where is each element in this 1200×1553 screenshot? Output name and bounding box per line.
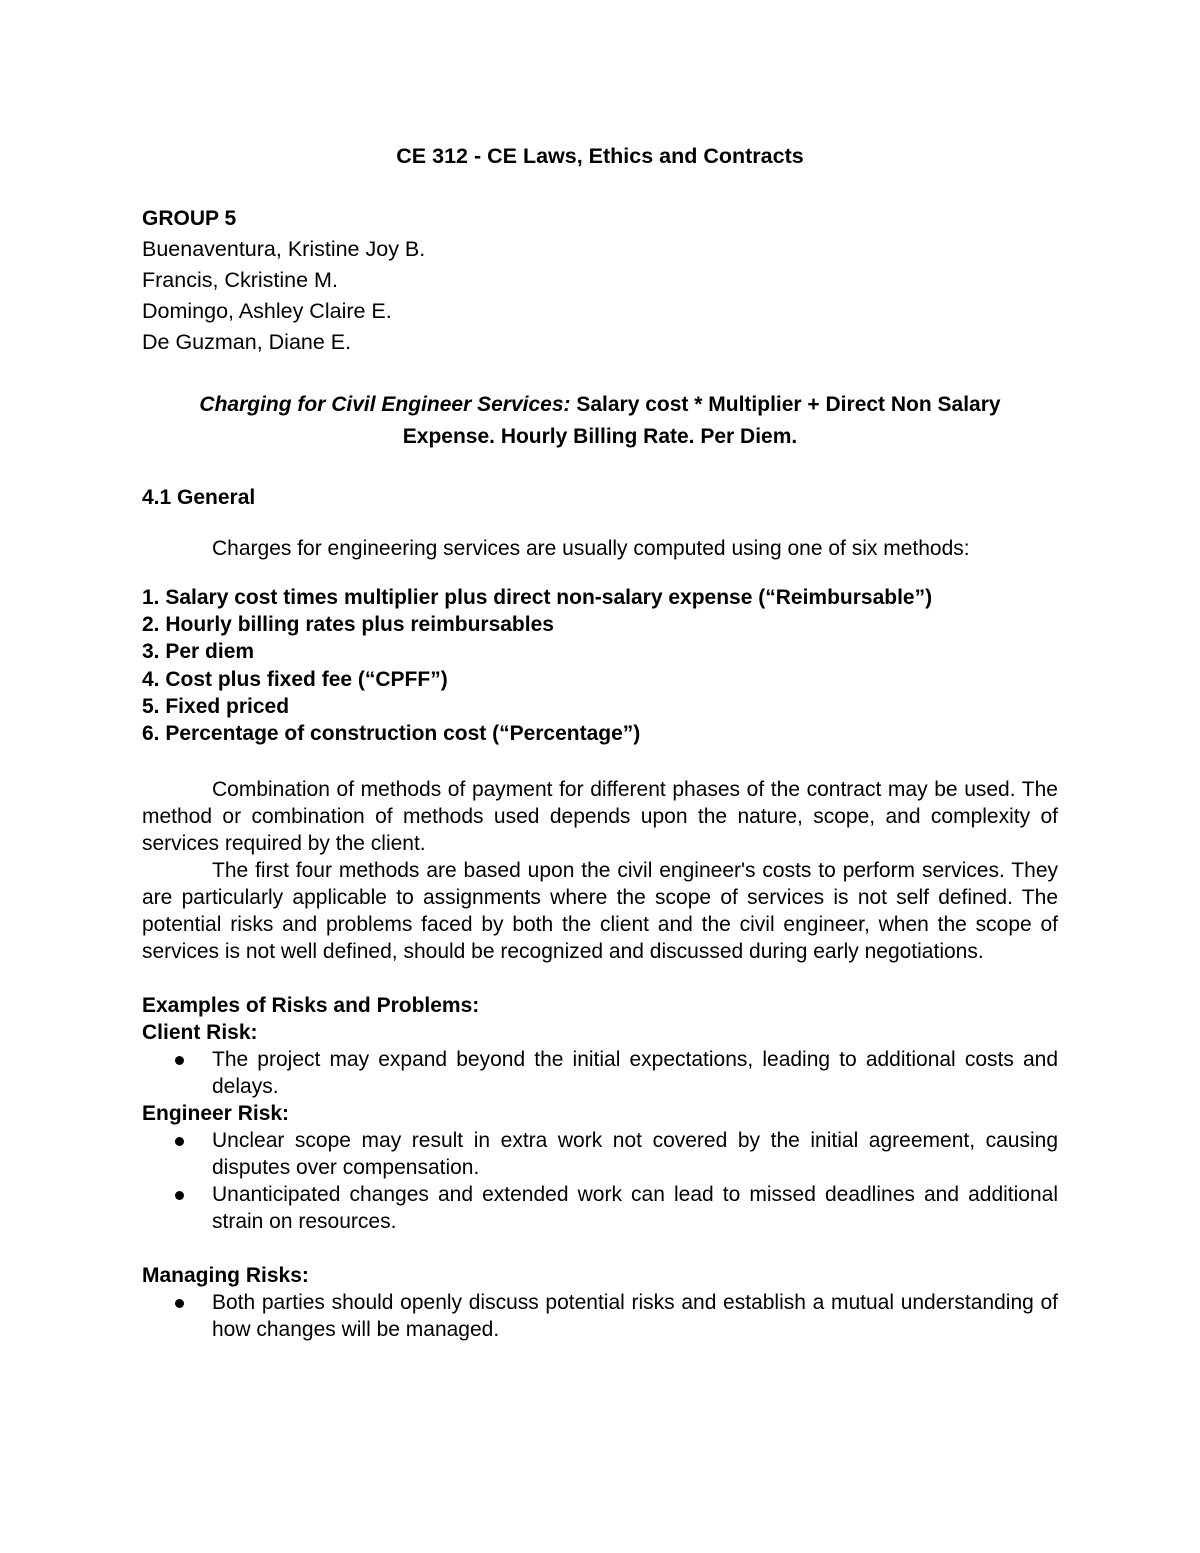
list-item <box>142 1127 1058 1181</box>
client-risk-list <box>142 1046 1058 1100</box>
group-member: De Guzman, Diane E. <box>142 330 352 354</box>
body-paragraph: The first four methods are based upon the civil engineer's costs to perform services. They are particularly applicable to assignments where the scope of services is not self defined. The potential risks and problems faced by both the client and the civil engineer, when the scope of services is not well defined, should be recognized and discussed during early negotiations. <box>142 859 1058 964</box>
method-item: 6. Percentage of construction cost (“Percentage”) <box>142 722 641 746</box>
list-item-text: Unanticipated changes and extended work can lead to missed deadlines and additional strain on resources. <box>212 1183 1058 1234</box>
body-paragraph: Combination of methods of payment for different phases of the contract may be used. The method or combination of methods used depends upon the nature, scope, and complexity of services required by the client. <box>142 778 1058 856</box>
bullet-icon <box>175 1137 184 1146</box>
client-risk-label: Client Risk: <box>142 1021 258 1045</box>
method-item: 3. Per diem <box>142 640 255 664</box>
managing-risks-list <box>142 1289 1058 1343</box>
managing-risks-heading: Managing Risks: <box>142 1264 309 1288</box>
risks-heading: Examples of Risks and Problems: <box>142 994 480 1018</box>
subject-rest-line2: Expense. Hourly Billing Rate. Per Diem. <box>402 424 798 448</box>
subject-italic: Charging for Civil Engineer Services: <box>199 393 571 416</box>
bullet-icon <box>175 1056 184 1065</box>
document-title: CE 312 - CE Laws, Ethics and Contracts <box>396 144 804 168</box>
method-item: 5. Fixed priced <box>142 694 290 718</box>
section-heading: 4.1 General <box>142 486 256 509</box>
methods-list <box>142 584 1058 747</box>
list-item <box>142 1046 1058 1100</box>
method-item: 4. Cost plus fixed fee (“CPFF”) <box>142 667 448 691</box>
method-item: 2. Hourly billing rates plus reimbursables <box>142 613 554 637</box>
list-item <box>142 1181 1058 1235</box>
group-member: Buenaventura, Kristine Joy B. <box>142 237 426 261</box>
list-item-text: Both parties should openly discuss potential risks and establish a mutual understanding of how changes will be managed. <box>212 1291 1058 1342</box>
intro-paragraph: Charges for engineering services are usually computed using one of six methods: <box>212 537 970 560</box>
bullet-icon <box>175 1299 184 1308</box>
list-item-text: The project may expand beyond the initial expectations, leading to additional costs and delays. <box>212 1048 1058 1099</box>
bullet-icon <box>175 1191 184 1200</box>
document-page <box>142 141 1058 1343</box>
list-item <box>142 1289 1058 1343</box>
subject-rest-line1: Salary cost * Multiplier + Direct Non Salary <box>570 393 1001 416</box>
engineer-risk-label: Engineer Risk: <box>142 1102 290 1126</box>
group-member: Domingo, Ashley Claire E. <box>142 299 392 323</box>
method-item: 1. Salary cost times multiplier plus direct non-salary expense (“Reimbursable”) <box>142 586 933 609</box>
subject-heading <box>142 389 1058 452</box>
list-item-text: Unclear scope may result in extra work not covered by the initial agreement, causing disputes over compensation. <box>212 1129 1058 1180</box>
engineer-risk-list <box>142 1127 1058 1235</box>
group-member: Francis, Ckristine M. <box>142 268 338 292</box>
group-heading: GROUP 5 <box>142 207 237 230</box>
